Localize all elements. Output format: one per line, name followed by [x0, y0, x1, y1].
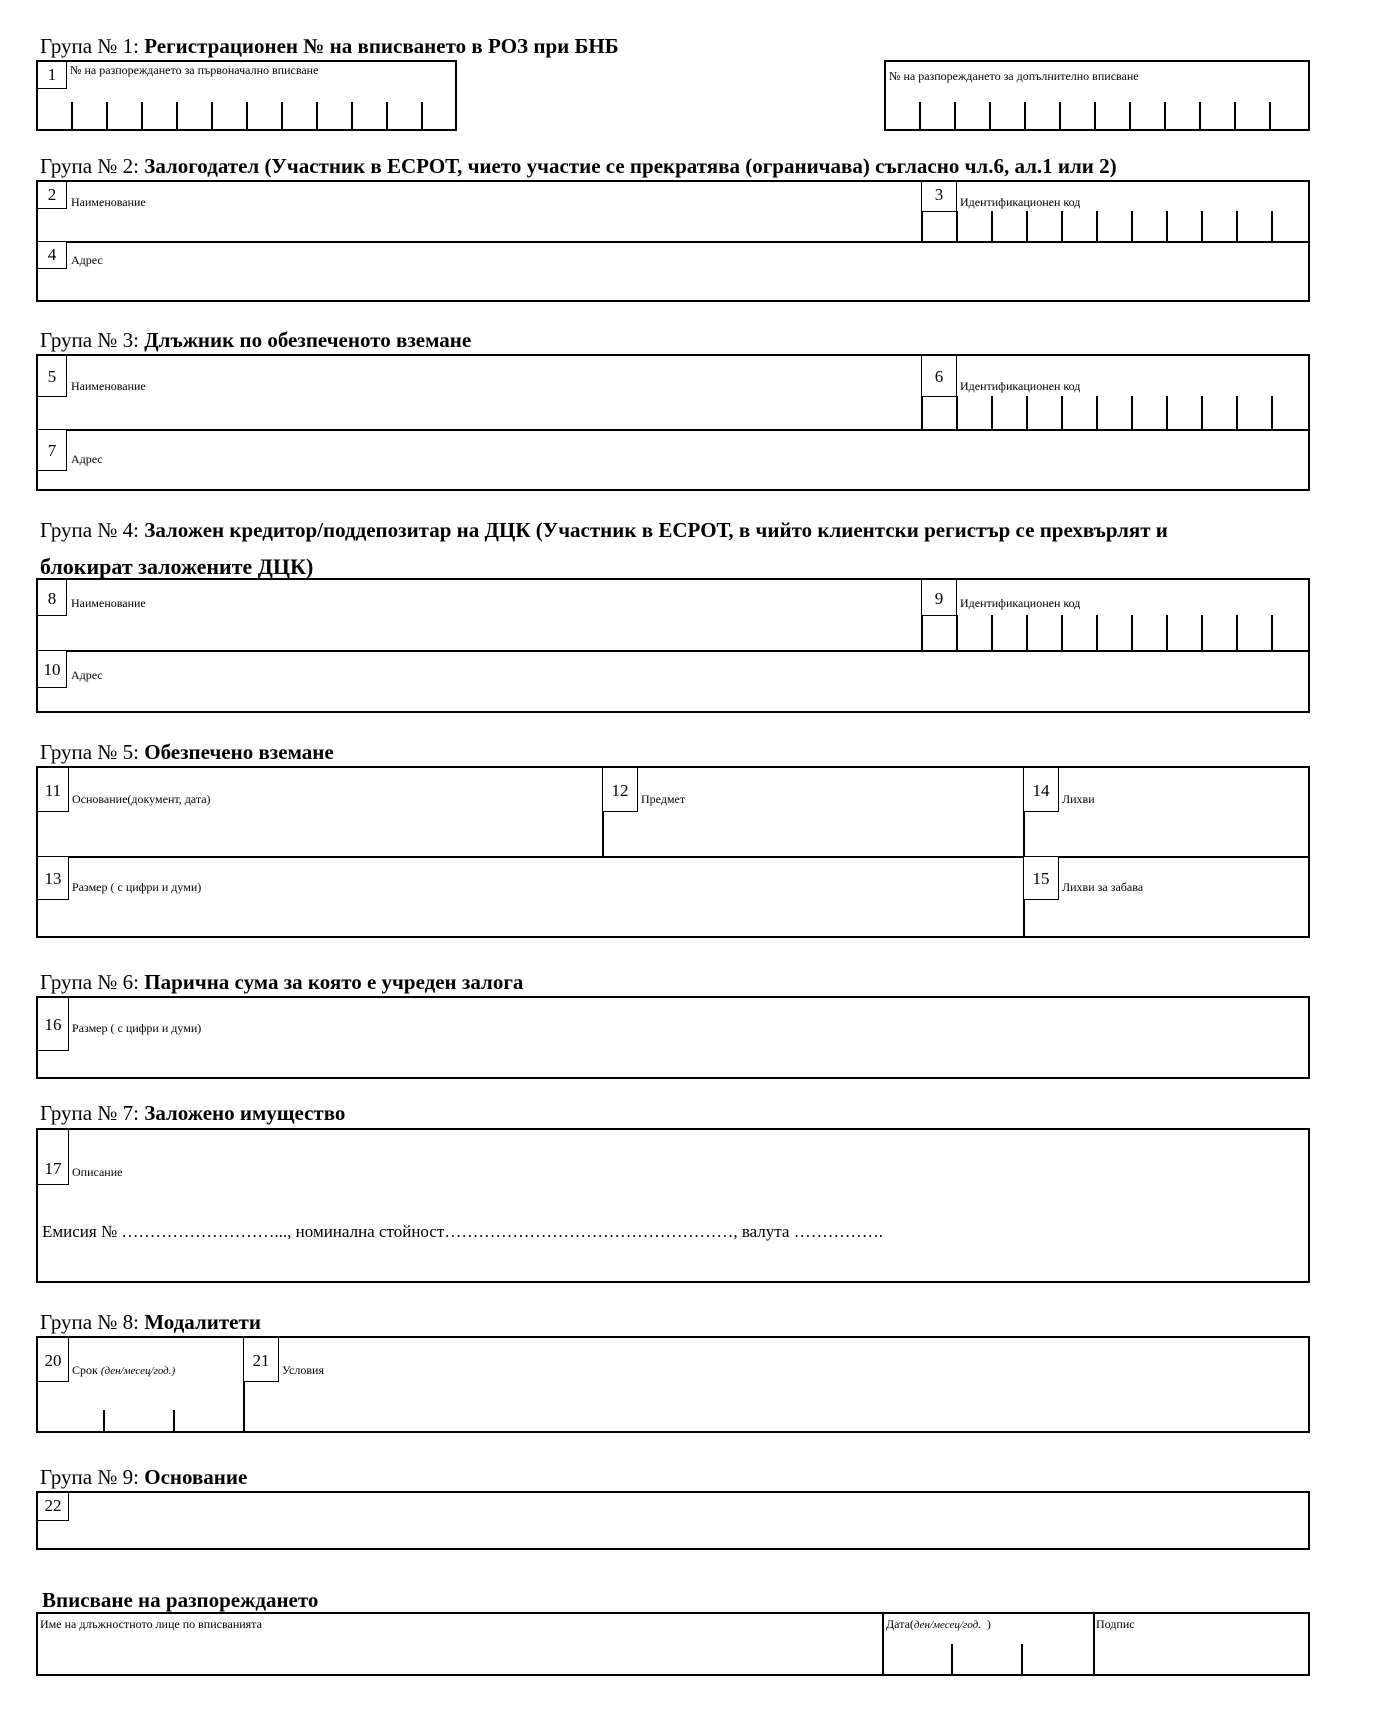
field-number: 14 [1023, 767, 1059, 812]
registration-section [36, 1612, 1310, 1676]
field-number: 15 [1023, 856, 1059, 900]
pledgor-address-label: Адрес [71, 253, 103, 267]
row-divider [38, 856, 1310, 858]
digit-divider [1201, 396, 1203, 429]
registration-heading: Вписване на разпореждането [42, 1588, 319, 1612]
digit-divider [1166, 615, 1168, 650]
field-number: 16 [37, 997, 69, 1051]
digit-divider [956, 615, 958, 650]
digit-divider [1201, 615, 1203, 650]
pledgor-name-label: Наименование [71, 195, 146, 209]
group-7-heading: Група № 7: Заложено имущество [40, 1101, 346, 1125]
field-number: 17 [37, 1129, 69, 1185]
digit-divider [1236, 396, 1238, 429]
field-number: 8 [37, 579, 67, 616]
pledged-property-section[interactable] [36, 1128, 1310, 1283]
group-5-heading: Група № 5: Обезпечено вземане [40, 740, 334, 764]
digit-divider [1096, 211, 1098, 241]
initial-registration-number-field[interactable] [36, 60, 457, 131]
term-label: Срок (ден/месец/год.) [72, 1363, 176, 1377]
date-divider [951, 1644, 953, 1676]
field-number: 20 [37, 1337, 69, 1382]
debtor-id-label: Идентификационен код [960, 379, 1081, 393]
field-number: 1 [37, 61, 67, 89]
group-2-heading: Група № 2: Залогодател (Участник в ЕСРОТ, чието участие се прекратява (ограничава) съгласно чл.6, ал.1 или 2) [40, 154, 1117, 178]
column-divider [921, 211, 923, 241]
digit-divider [351, 102, 353, 131]
conditions-label: Условия [282, 1363, 324, 1377]
digit-divider [1271, 396, 1273, 429]
digit-divider [246, 102, 248, 131]
emission-line: Емисия № ………………………..., номинална стойност……………………………………………, валута ……………. [42, 1222, 883, 1241]
field-number: 12 [602, 767, 638, 812]
secured-claim-section [36, 766, 1310, 938]
creditor-id-label: Идентификационен код [960, 596, 1081, 610]
property-description-label: Описание [72, 1165, 123, 1179]
digit-divider [956, 396, 958, 429]
digit-divider [176, 102, 178, 131]
digit-divider [1201, 211, 1203, 241]
modalities-section [36, 1336, 1310, 1433]
digit-divider [1026, 211, 1028, 241]
digit-divider [316, 102, 318, 131]
field-number: 22 [37, 1492, 69, 1521]
digit-divider [1061, 396, 1063, 429]
digit-divider [281, 102, 283, 131]
late-interest-label: Лихви за забава [1062, 880, 1144, 894]
digit-divider [421, 102, 423, 131]
digit-divider [71, 102, 73, 131]
digit-divider [1164, 102, 1166, 131]
interest-label: Лихви [1062, 792, 1095, 806]
field-number: 21 [243, 1337, 279, 1382]
digit-divider [1271, 615, 1273, 650]
group-6-heading: Група № 6: Парична сума за която е учреден залога [40, 970, 524, 994]
field-number: 10 [37, 650, 67, 688]
group-1-heading: Група № 1: Регистрационен № на вписването в РОЗ при БНБ [40, 34, 619, 58]
digit-divider [919, 102, 921, 131]
date-label: Дата(ден/месец/год. ) [886, 1617, 991, 1631]
digit-divider [1166, 396, 1168, 429]
pledgor-id-label: Идентификационен код [960, 195, 1081, 209]
digit-divider [1059, 102, 1061, 131]
digit-divider [989, 102, 991, 131]
group-4-heading: Група № 4: Заложен кредитор/поддепозитар на ДЦК (Участник в ЕСРОТ, в чийто клиентски регистър се прехвърлят и [40, 518, 1168, 542]
digit-divider [211, 102, 213, 131]
pledgor-section [36, 180, 1310, 302]
group-4-heading-line2: блокират заложените ДЦК) [40, 554, 314, 579]
digit-divider [1131, 396, 1133, 429]
digit-divider [1061, 615, 1063, 650]
field-number: 11 [37, 767, 69, 812]
group-8-heading: Група № 8: Модалитети [40, 1310, 261, 1334]
field-number: 4 [37, 241, 67, 269]
field-number: 6 [921, 355, 957, 397]
date-divider [103, 1410, 105, 1433]
debtor-name-label: Наименование [71, 379, 146, 393]
digit-divider [1026, 615, 1028, 650]
digit-divider [954, 102, 956, 131]
digit-divider [1061, 211, 1063, 241]
digit-divider [991, 396, 993, 429]
field-number: 13 [37, 856, 69, 900]
digit-divider [1024, 102, 1026, 131]
digit-divider [1129, 102, 1131, 131]
field-label: № на разпореждането за допълнително вписване [889, 69, 1139, 83]
digit-divider [1236, 615, 1238, 650]
column-divider [882, 1614, 884, 1676]
group-3-heading: Група № 3: Длъжник по обезпеченото вземане [40, 328, 472, 352]
claim-amount-label: Размер ( с цифри и думи) [72, 880, 202, 894]
basis-section[interactable] [36, 1491, 1310, 1550]
digit-divider [1199, 102, 1201, 131]
field-number: 3 [921, 181, 957, 212]
date-divider [1021, 1644, 1023, 1676]
signature-label: Подпис [1096, 1617, 1135, 1631]
field-number: 7 [37, 429, 67, 471]
digit-divider [1234, 102, 1236, 131]
digit-divider [1166, 211, 1168, 241]
field-number: 5 [37, 355, 67, 397]
digit-divider [106, 102, 108, 131]
digit-divider [991, 615, 993, 650]
digit-divider [956, 211, 958, 241]
row-divider [38, 429, 1310, 431]
debtor-section [36, 354, 1310, 491]
creditor-address-label: Адрес [71, 668, 103, 682]
digit-divider [141, 102, 143, 131]
pledge-sum-section[interactable] [36, 996, 1310, 1079]
digit-divider [1096, 615, 1098, 650]
digit-divider [1096, 396, 1098, 429]
creditor-name-label: Наименование [71, 596, 146, 610]
additional-registration-number-field[interactable] [884, 60, 1310, 131]
official-name-label: Име на длъжностното лице по вписванията [40, 1617, 262, 1631]
claim-subject-label: Предмет [641, 792, 686, 806]
column-divider [1093, 1614, 1095, 1676]
creditor-section [36, 578, 1310, 713]
field-number: 9 [921, 579, 957, 616]
digit-divider [1269, 102, 1271, 131]
row-divider [38, 241, 1310, 243]
row-divider [38, 650, 1310, 652]
claim-basis-label: Основание(документ, дата) [72, 792, 211, 806]
digit-divider [1131, 211, 1133, 241]
pledge-sum-label: Размер ( с цифри и думи) [72, 1021, 202, 1035]
field-label: № на разпореждането за първоначално вписване [70, 63, 319, 77]
digit-divider [1094, 102, 1096, 131]
date-divider [173, 1410, 175, 1433]
digit-divider [1271, 211, 1273, 241]
digit-divider [1236, 211, 1238, 241]
field-number: 2 [37, 181, 67, 209]
group-9-heading: Група № 9: Основание [40, 1465, 248, 1489]
digit-divider [1131, 615, 1133, 650]
digit-divider [991, 211, 993, 241]
digit-divider [386, 102, 388, 131]
debtor-address-label: Адрес [71, 452, 103, 466]
digit-divider [1026, 396, 1028, 429]
